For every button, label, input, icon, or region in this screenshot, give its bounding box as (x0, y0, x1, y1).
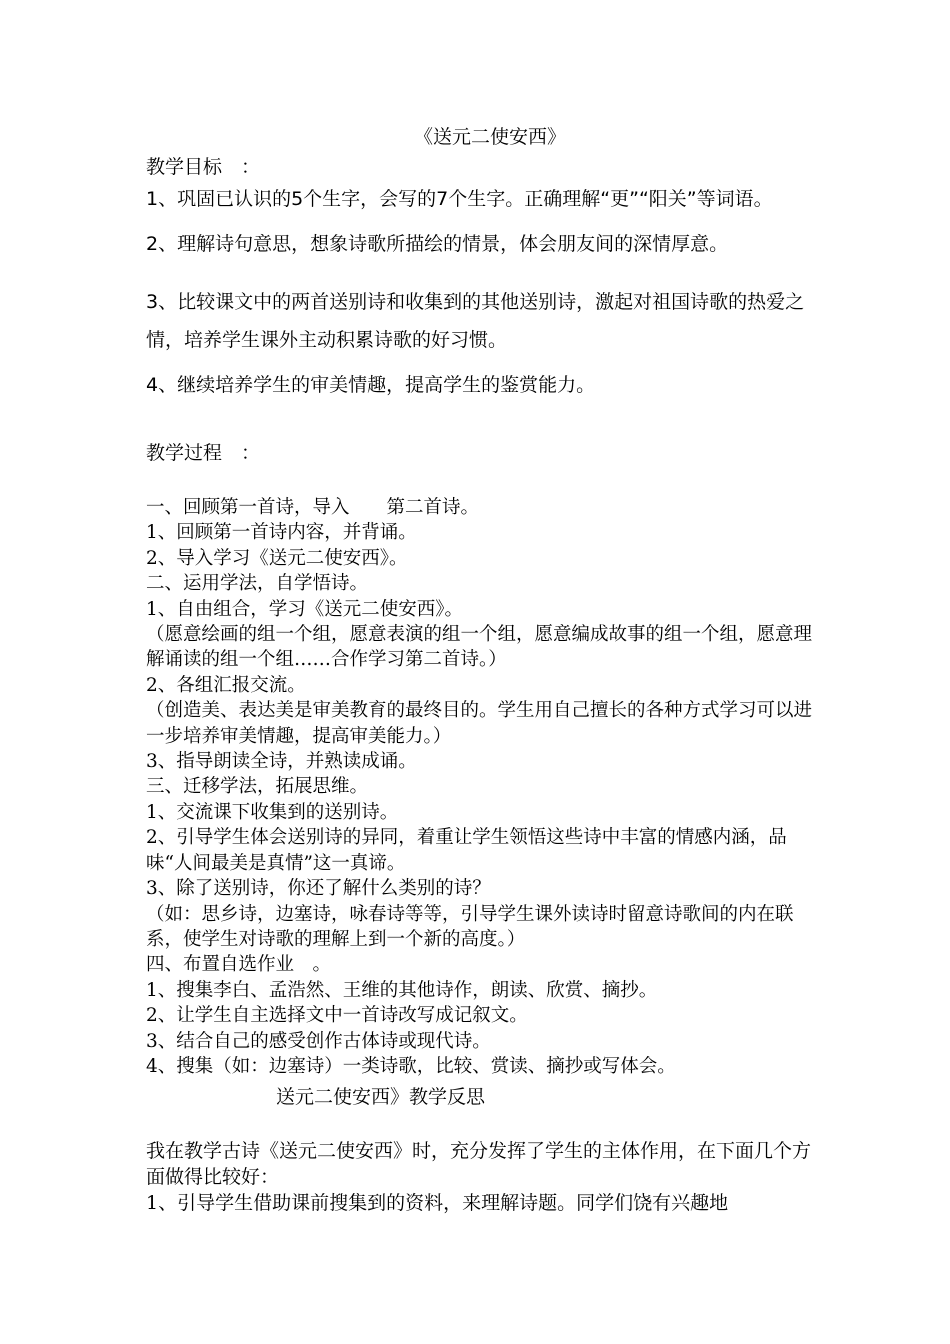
process-line: 2、让学生自主选择文中一首诗改写成记叙文。 (146, 1005, 528, 1027)
reflection-paragraph: 1、引导学生借助课前搜集到的资料，来理解诗题。同学们饶有兴趣地 (146, 1192, 729, 1214)
objectives-list (146, 180, 810, 404)
document-title: 《送元二使安西》 (413, 126, 566, 148)
process-line: （如：思乡诗，边塞诗，咏春诗等等，引导学生课外读诗时留意诗歌间的内在联系，使学生对诗歌的理解上到一个新的高度。） (146, 903, 794, 950)
objective-item: 4、继续培养学生的审美情趣，提高学生的鉴赏能力。 (146, 374, 596, 396)
reflection-body (146, 1138, 812, 1216)
process-list (146, 495, 812, 1079)
process-line: （创造美、表达美是审美教育的最终目的。学生用自己擅长的各种方式学习可以进一步培养审美情趣，提高审美能力。） (146, 700, 813, 747)
objective-item: 1、巩固已认识的5个生字，会写的7个生字。正确理解“更”“阳关”等词语。 (146, 188, 773, 210)
process-heading: 教学过程 ： (146, 442, 261, 464)
reflection-title: 送元二使安西》教学反思 (276, 1086, 486, 1108)
process-line: 1、搜集李白、孟浩然、王维的其他诗作，朗读、欣赏、摘抄。 (146, 979, 658, 1001)
process-line: 2、引导学生体会送别诗的异同，着重让学生领悟这些诗中丰富的情感内涵，品味“人间最美是真情”这一真谛。 (146, 827, 787, 874)
objective-item: 3、比较课文中的两首送别诗和收集到的其他送别诗，激起对祖国诗歌的热爱之情，培养学生课外主动积累诗歌的好习惯。 (146, 291, 805, 351)
process-line: 1、回顾第一首诗内容，并背诵。 (146, 522, 417, 544)
process-line: 3、指导朗读全诗，并熟读成诵。 (146, 751, 417, 773)
process-line: 一、回顾第一首诗，导入 第二首诗。 (146, 497, 480, 518)
process-line: 4、搜集（如：边塞诗）一类诗歌，比较、赏读、摘抄或写体会。 (146, 1055, 676, 1077)
process-line: 1、自由组合，学习《送元二使安西》。 (146, 598, 464, 620)
reflection-paragraph: 我在教学古诗《送元二使安西》时，充分发挥了学生的主体作用，在下面几个方面做得比较好： (146, 1140, 812, 1188)
process-line: 二、运用学法，自学悟诗。 (146, 573, 369, 595)
process-line: 2、各组汇报交流。 (146, 674, 306, 696)
objective-item: 2、理解诗句意思，想象诗歌所描绘的情景，体会朋友间的深情厚意。 (146, 233, 729, 255)
process-line: 三、迁移学法，拓展思维。 (146, 776, 369, 798)
process-line: 3、除了送别诗，你还了解什么类别的诗？ (146, 878, 491, 900)
process-line: 2、导入学习《送元二使安西》。 (146, 547, 408, 569)
process-line: 3、结合自己的感受创作古体诗或现代诗。 (146, 1030, 491, 1052)
process-line: 1、交流课下收集到的送别诗。 (146, 801, 399, 823)
objectives-heading: 教学目标 ： (146, 156, 261, 178)
process-line: 四、布置自选作业 。 (146, 954, 332, 976)
process-line: （愿意绘画的组一个组，愿意表演的组一个组，愿意编成故事的组一个组，愿意理解诵读的组一个组……合作学习第二首诗。） (146, 624, 813, 671)
